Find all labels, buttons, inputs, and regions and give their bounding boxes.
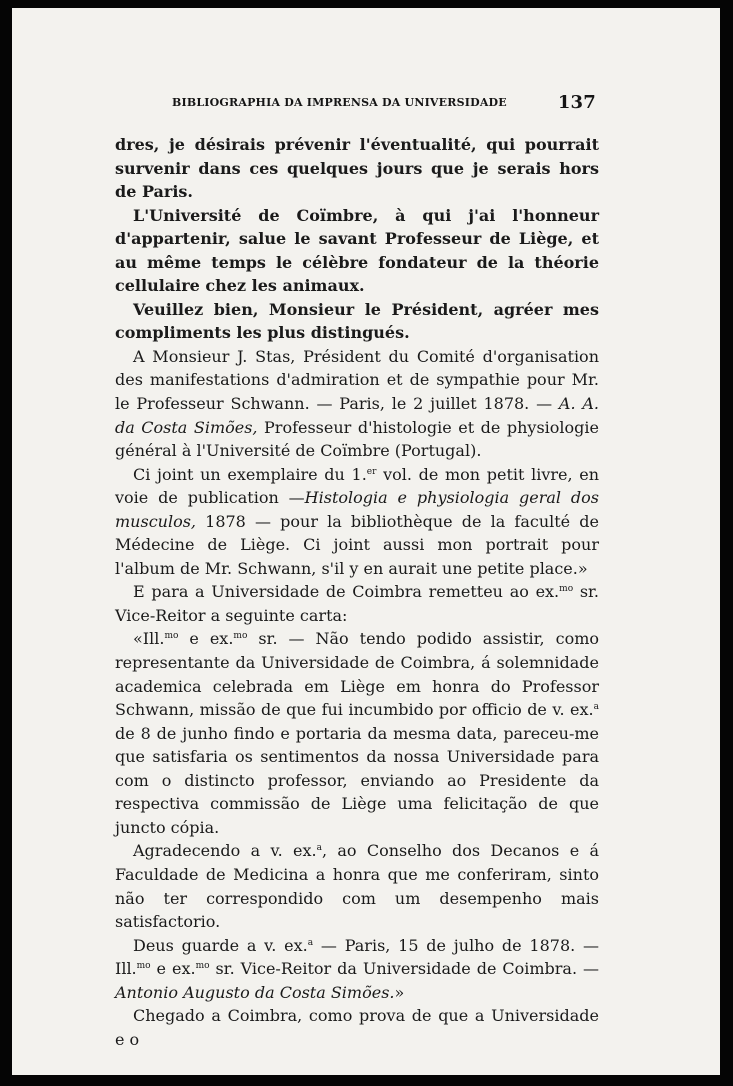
p5-text-end: 1878 — pour la bibliothèque de la faculté de Médecine de Liège. Ci joint aussi mon portrait pour l'album de Mr. Schwann, s'il y en aurait une petite place.»: [115, 511, 599, 578]
p9-text-3: e ex.: [150, 959, 196, 979]
p7-superscript-2: mo: [233, 631, 248, 642]
paragraph-4: [115, 345, 599, 463]
body-text: [115, 133, 599, 1051]
p6-text: E para a Universidade de Coimbra remetteu ao ex.: [133, 582, 560, 602]
p9-closing-quote: »: [394, 982, 405, 1002]
paragraph-3: Veuillez bien, Monsieur le Président, agréer mes compliments les plus distingués.: [115, 299, 599, 343]
p7-superscript-1: mo: [164, 631, 179, 642]
p9-text-4: sr. Vice-Reitor da Universidade de Coimbra. —: [209, 959, 600, 979]
p5-book-title: Histologia e physiologia geral dos musculos,: [115, 488, 600, 531]
p7-text: «Ill.: [133, 629, 165, 649]
p9-superscript-3: mo: [195, 961, 210, 972]
p6-text-end: sr. Vice-Reitor a seguinte carta:: [115, 582, 600, 625]
paragraph-2: L'Université de Coïmbre, à qui j'ai l'honneur d'appartenir, salue le savant Professeur de Liège, et au même temps le célèbre fondateur de la théorie cellulaire chez les animaux.: [115, 205, 599, 296]
page-number: 137: [557, 92, 596, 113]
p5-text: Ci joint un exemplaire du 1.: [133, 464, 367, 484]
paragraph-9: [115, 934, 599, 1005]
p6-superscript: mo: [559, 584, 574, 595]
p9-superscript-1: a: [307, 937, 314, 948]
p9-text-2: — Paris, 15 de julho de 1878. — Ill.: [115, 935, 599, 979]
paragraph-1: dres, je désirais prévenir l'éventualité, qui pourrait survenir dans ces quelques jours que je serais hors de Paris.: [115, 135, 599, 202]
p5-superscript: er: [366, 466, 377, 477]
p7-text-3: sr. — Não tendo podido assistir, como representante da Universidade de Coimbra, á solemnidade academica celebrada em Liège em honra do Professor Schwann, missão de que fui incumbido por officio de v. ex.: [115, 629, 600, 720]
p7-text-end: de 8 de junho findo e portaria da mesma data, pareceu-me que satisfaria os sentimentos da nossa Universidade para com o distincto professor, enviando ao Presidente da respectiva commissão de Liège uma felicitação de que juncto cópia.: [115, 723, 599, 837]
paragraph-8: [115, 839, 599, 933]
paragraph-7: [115, 627, 599, 839]
paragraph-6: [115, 580, 599, 627]
p9-signature: Antonio Augusto da Costa Simões.: [115, 982, 395, 1002]
p8-text-end: , ao Conselho dos Decanos e á Faculdade de Medicina a honra que me conferiram, sinto não ter correspondido com um desempenho mais satisfactorio.: [115, 841, 600, 932]
p8-text: Agradecendo a v. ex.: [133, 841, 317, 861]
p4-text-end: Professeur d'histologie et de physiologie général à l'Université de Coïmbre (Portugal).: [115, 417, 600, 461]
p5-text-2: vol. de mon petit livre, en voie de publication —: [115, 464, 599, 508]
p7-superscript-3: a: [593, 702, 599, 713]
paragraph-5: [115, 463, 599, 581]
p8-superscript: a: [316, 843, 322, 854]
book-page: [12, 8, 720, 1075]
p4-signature: A. A. da Costa Simões,: [115, 394, 599, 437]
p4-text: A Monsieur J. Stas, Président du Comité d'organisation des manifestations d'admiration et de sympathie pour Mr. le Professeur Schwann. — Paris, le 2 juillet 1878. —: [115, 346, 599, 414]
p9-text: Deus guarde a v. ex.: [133, 935, 308, 955]
p7-text-2: e ex.: [178, 629, 234, 649]
running-title: BIBLIOGRAPHIA DA IMPRENSA DA UNIVERSIDADE: [172, 96, 507, 109]
p9-superscript-2: mo: [136, 961, 151, 972]
paragraph-10: Chegado a Coimbra, como prova de que a Universidade e o: [115, 1006, 599, 1049]
